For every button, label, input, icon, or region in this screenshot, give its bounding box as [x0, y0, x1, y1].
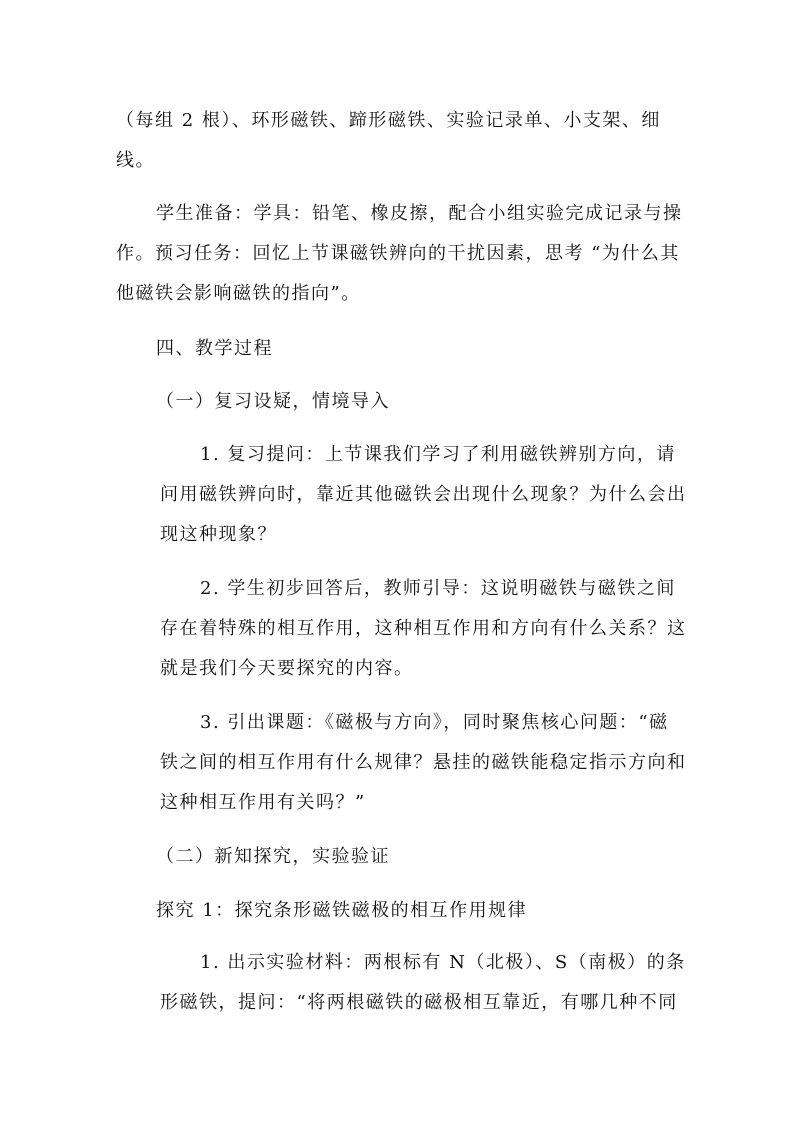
text-line-9: 问用磁铁辨向时，靠近其他磁铁会出现什么现象？为什么会出 — [160, 484, 687, 505]
inquiry-heading-1: 探究 1：探究条形磁铁磁极的相互作用规律 — [156, 900, 528, 921]
text-line-2: 线。 — [116, 150, 155, 171]
text-line-10: 现这种现象？ — [160, 524, 277, 545]
text-line-16: 这种相互作用有关吗？” — [160, 792, 366, 813]
text-line-4: 作。预习任务：回忆上节课磁铁辨向的干扰因素，思考 “为什么其 — [116, 243, 680, 264]
text-line-5: 他磁铁会影响磁铁的指向”。 — [116, 283, 361, 304]
text-line-11: 2. 学生初步回答后，教师引导：这说明磁铁与磁铁之间 — [200, 578, 676, 599]
text-line-14: 3. 引出课题：《磁极与方向》，同时聚焦核心问题：“磁 — [200, 712, 669, 733]
text-line-19: 1. 出示实验材料：两根标有 N（北极）、S（南极）的条 — [200, 952, 686, 973]
section-heading-process: 四、教学过程 — [156, 338, 273, 359]
text-line-1: （每组 2 根）、环形磁铁、蹄形磁铁、实验记录单、小支架、细 — [116, 110, 661, 131]
text-line-20: 形磁铁，提问：“将两根磁铁的磁极相互靠近，有哪几种不同 — [160, 992, 678, 1013]
subsection-heading-2: （二）新知探究，实验验证 — [156, 846, 390, 867]
subsection-heading-1: （一）复习设疑，情境导入 — [156, 391, 390, 412]
text-line-3: 学生准备：学具：铅笔、橡皮擦，配合小组实验完成记录与操 — [156, 203, 683, 224]
text-line-15: 铁之间的相互作用有什么规律？悬挂的磁铁能稳定指示方向和 — [160, 752, 687, 773]
text-line-13: 就是我们今天要探究的内容。 — [160, 658, 414, 679]
text-line-8: 1. 复习提问：上节课我们学习了利用磁铁辨别方向，请 — [200, 444, 676, 465]
text-line-12: 存在着特殊的相互作用，这种相互作用和方向有什么关系？这 — [160, 618, 687, 639]
